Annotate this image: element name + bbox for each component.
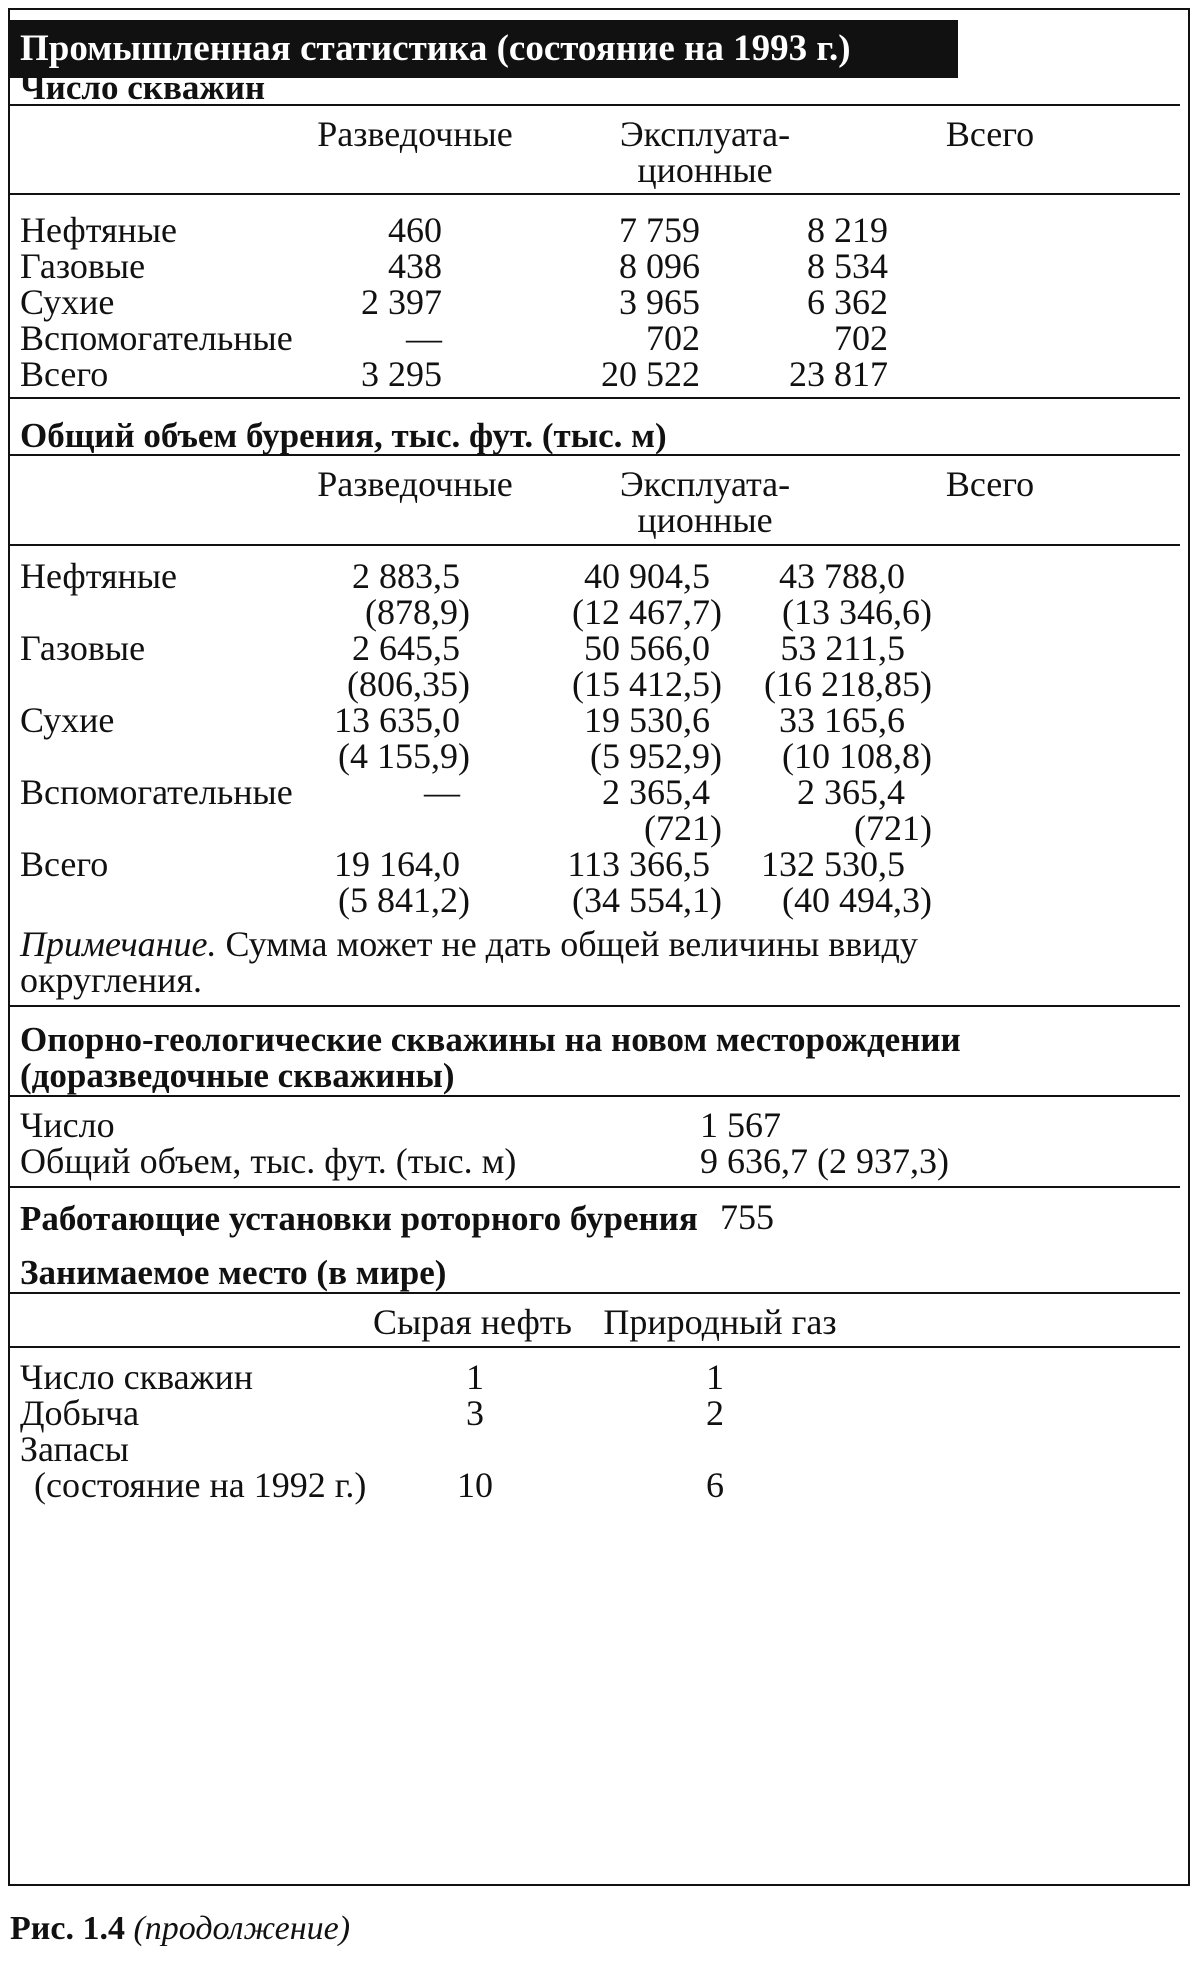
s2-cell-metric: (34 554,1) <box>572 880 722 920</box>
s2-cell: 113 366,5 <box>567 844 710 884</box>
s2-cell: 2 883,5 <box>352 556 460 596</box>
s2-cell: 132 530,5 <box>761 844 905 884</box>
s1-cell: 3 965 <box>619 282 700 322</box>
s2-col-production-2: ционные <box>637 500 773 540</box>
s1-col-exploratory: Разведочные <box>317 114 513 154</box>
s1-row-label: Нефтяные <box>20 210 177 250</box>
divider <box>10 454 1180 456</box>
section1-heading: Число скважин <box>20 68 266 107</box>
s2-cell-metric: (4 155,9) <box>338 736 470 776</box>
s5-reserves-gas: 6 <box>706 1465 724 1505</box>
divider <box>10 193 1180 195</box>
s2-cell-metric: (806,35) <box>347 664 470 704</box>
s1-row-label: Газовые <box>20 246 146 286</box>
s5-row-label: Добыча <box>20 1393 140 1433</box>
s2-cell: 19 530,6 <box>584 700 710 740</box>
s2-cell: 2 645,5 <box>352 628 460 668</box>
s2-cell-metric: (5 952,9) <box>590 736 722 776</box>
s2-cell-metric: (721) <box>644 808 722 848</box>
s5-cell: 1 <box>466 1357 484 1397</box>
s2-cell-metric: (878,9) <box>365 592 470 632</box>
s1-col-production-2: ционные <box>637 150 773 190</box>
s1-cell: 8 096 <box>619 246 700 286</box>
divider <box>10 397 1180 399</box>
s2-cell: 33 165,6 <box>779 700 905 740</box>
s1-row-label: Вспомогательные <box>20 318 293 358</box>
note-text-1: Сумма может не дать общей величины ввиду <box>225 924 918 964</box>
s2-cell: 53 211,5 <box>780 628 905 668</box>
s2-cell: 2 365,4 <box>797 772 905 812</box>
s3-row-label-volume: Общий объем, тыс. фут. (тыс. м) <box>20 1141 517 1181</box>
s2-cell-metric: (13 346,6) <box>782 592 932 632</box>
s2-row-label: Вспомогательные <box>20 772 293 812</box>
section4-value: 755 <box>720 1197 774 1237</box>
s1-cell: 702 <box>834 318 888 358</box>
caption-fig: Рис. 1.4 <box>10 1910 125 1947</box>
s2-cell: 2 365,4 <box>602 772 710 812</box>
divider <box>10 1186 1180 1188</box>
s1-cell: — <box>406 318 442 358</box>
s1-cell: 23 817 <box>789 354 888 394</box>
s5-row-label: Число скважин <box>20 1357 253 1397</box>
divider <box>10 1005 1180 1007</box>
page-title: Промышленная статистика (состояние на 1993 г.) <box>10 20 958 78</box>
divider <box>10 1346 1180 1348</box>
divider <box>10 1292 1180 1294</box>
s3-row-value-count: 1 567 <box>700 1105 781 1145</box>
s2-cell: 43 788,0 <box>779 556 905 596</box>
section4-label: Работающие установки роторного бурения <box>20 1199 698 1238</box>
s2-cell: 50 566,0 <box>584 628 710 668</box>
section5-heading: Занимаемое место (в мире) <box>20 1253 447 1292</box>
s1-cell: 20 522 <box>601 354 700 394</box>
s1-col-production-1: Эксплуата- <box>619 114 791 154</box>
divider <box>10 1095 1180 1097</box>
section3-heading-2: (доразведочные скважины) <box>20 1056 455 1095</box>
s2-cell-metric: (40 494,3) <box>782 880 932 920</box>
s5-cell: 2 <box>706 1393 724 1433</box>
s5-col-natural-gas: Природный газ <box>603 1302 837 1342</box>
s2-cell: 40 904,5 <box>584 556 710 596</box>
s2-cell-metric: (12 467,7) <box>572 592 722 632</box>
s1-cell: 460 <box>388 210 442 250</box>
note <box>20 926 918 962</box>
s2-row-label: Нефтяные <box>20 556 177 596</box>
s5-reserves-label-1: Запасы <box>20 1429 129 1469</box>
s1-cell: 2 397 <box>361 282 442 322</box>
s3-row-label-count: Число <box>20 1105 115 1145</box>
s2-cell-metric: (15 412,5) <box>572 664 722 704</box>
s2-cell-metric: (10 108,8) <box>782 736 932 776</box>
s1-cell: 8 534 <box>807 246 888 286</box>
section3-heading-1: Опорно-геологические скважины на новом месторождении <box>20 1020 961 1059</box>
note-text-2: округления. <box>20 960 202 1000</box>
s5-reserves-crude: 10 <box>457 1465 493 1505</box>
section2-heading: Общий объем бурения, тыс. фут. (тыс. м) <box>20 416 667 455</box>
s1-cell: 8 219 <box>807 210 888 250</box>
s1-cell: 438 <box>388 246 442 286</box>
s3-row-value-volume: 9 636,7 (2 937,3) <box>700 1141 949 1181</box>
s5-reserves-label-2: (состояние на 1992 г.) <box>34 1465 367 1505</box>
s5-cell: 3 <box>466 1393 484 1433</box>
s2-cell: — <box>424 772 460 812</box>
s2-cell: 13 635,0 <box>334 700 460 740</box>
s2-col-production-1: Эксплуата- <box>619 464 791 504</box>
s1-cell: 6 362 <box>807 282 888 322</box>
s1-cell: 7 759 <box>619 210 700 250</box>
s2-cell-metric: (5 841,2) <box>338 880 470 920</box>
s1-col-total: Всего <box>945 114 1035 154</box>
note-label: Примечание. <box>20 924 217 964</box>
s1-row-label: Всего <box>20 354 109 394</box>
s1-cell: 702 <box>646 318 700 358</box>
s2-row-label: Сухие <box>20 700 115 740</box>
s2-cell-metric: (16 218,85) <box>764 664 932 704</box>
divider <box>10 104 1180 106</box>
s1-row-label: Сухие <box>20 282 115 322</box>
s2-cell: 19 164,0 <box>334 844 460 884</box>
caption-text: (продолжение) <box>133 1910 351 1947</box>
figure-caption <box>10 1910 350 1948</box>
divider <box>10 544 1180 546</box>
s5-col-crude-oil: Сырая нефть <box>373 1302 572 1342</box>
s2-col-total: Всего <box>945 464 1035 504</box>
s2-row-label: Всего <box>20 844 109 884</box>
s2-row-label: Газовые <box>20 628 146 668</box>
s5-cell: 1 <box>706 1357 724 1397</box>
s1-cell: 3 295 <box>361 354 442 394</box>
s2-col-exploratory: Разведочные <box>317 464 513 504</box>
s2-cell-metric: (721) <box>854 808 932 848</box>
